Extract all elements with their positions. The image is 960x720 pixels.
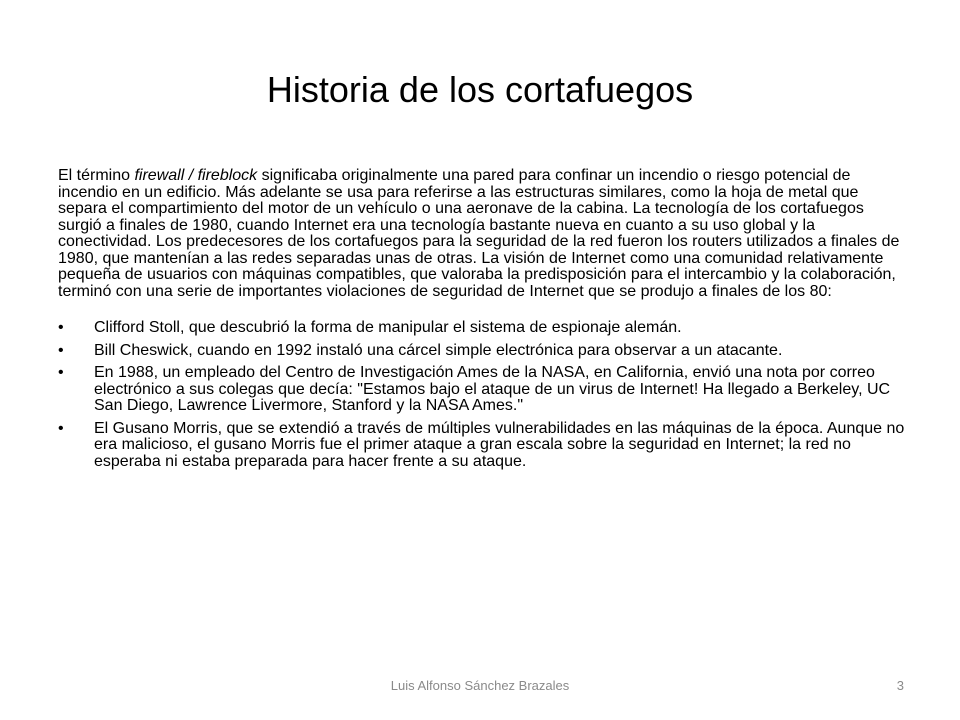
- slide-body: [58, 168, 908, 476]
- bullet-item: [58, 421, 908, 471]
- bullet-item: [58, 365, 908, 415]
- bullet-text: El Gusano Morris, que se extendió a través de múltiples vulnerabilidades en las máquinas de la época. Aunque no era malicioso, el gusano Morris fue el primer ataque a gran escala sobre la seguridad en Internet; la red no esperaba ni estaba preparada para hacer frente a su ataque.: [94, 419, 905, 470]
- slide-title: Historia de los cortafuegos: [266, 69, 694, 110]
- bullet-dot-icon: •: [58, 341, 64, 359]
- bullet-text: Clifford Stoll, que descubrió la forma de manipular el sistema de espionaje alemán.: [94, 319, 682, 336]
- bullet-dot-icon: •: [58, 319, 64, 336]
- bullet-item: [58, 343, 908, 360]
- bullet-text: Bill Cheswick, cuando en 1992 instaló una cárcel simple electrónica para observar a un atacante.: [94, 341, 783, 359]
- bullet-text: En 1988, un empleado del Centro de Investigación Ames de la NASA, en California, envió una nota por correo electrónico a sus colegas que decía: "Estamos bajo el ataque de un virus de Internet! Ha llegado a Berkeley, UC San Diego, Lawrence Livermore, Stanford y la NASA Ames.": [94, 364, 891, 414]
- bullet-dot-icon: •: [58, 364, 64, 381]
- intro-italic-term: firewall / fireblock: [134, 167, 258, 184]
- page-number: 3: [896, 678, 904, 693]
- bullet-dot-icon: •: [58, 419, 64, 437]
- footer-author: Luis Alfonso Sánchez Brazales: [390, 678, 570, 693]
- bullet-item: [58, 320, 908, 337]
- intro-text-rest: significaba originalmente una pared para confinar un incendio o riesgo potencial de incendio en un edificio. Más adelante se usa para referirse a las estructuras similares, como la hoja de metal que separa el compartimiento del motor de un vehículo o una aeronave de la cabina. La tecnología de los cortafuegos surgió a finales de 1980, cuando Internet era una tecnología bastante nueva en cuanto a su uso global y la conectividad. Los predecesores de los cortafuegos para la seguridad de la red fueron los routers utilizados a finales de 1980, que mantenían a las redes separadas unas de otras. La visión de Internet como una comunidad relativamente pequeña de usuarios con máquinas compatibles, que valoraba la predisposición para el intercambio y la colaboración, terminó con una serie de importantes violaciones de seguridad de Internet que se produjo a finales de los 80:: [58, 167, 900, 300]
- intro-paragraph: [58, 168, 908, 300]
- bullet-list: [58, 320, 908, 470]
- intro-text-start: El término: [58, 167, 135, 184]
